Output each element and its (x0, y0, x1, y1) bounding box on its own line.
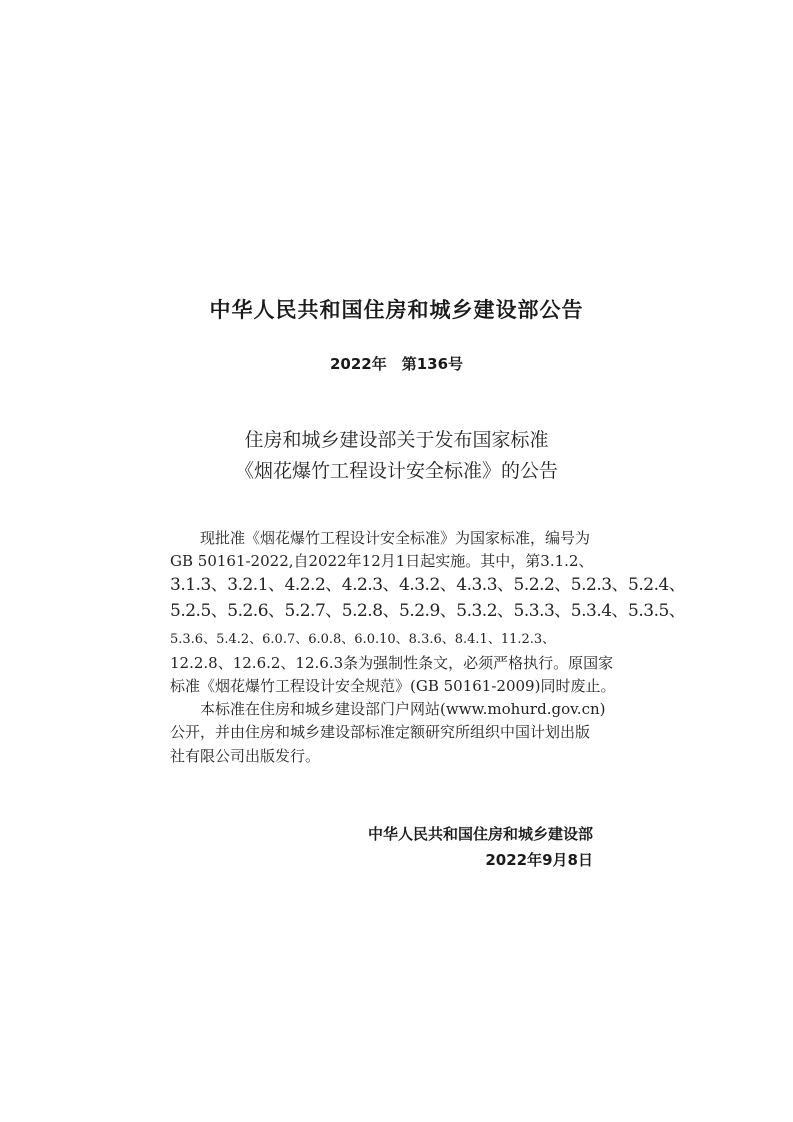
body-paragraph-line: 现批准《烟花爆竹工程设计安全标准》为国家标准，编号为 (170, 529, 591, 547)
announcement-title: 中华人民共和国住房和城乡建设部公告 (209, 298, 584, 322)
signing-date: 2022年9月8日 (485, 851, 593, 869)
body-paragraph-line: 本标准在住房和城乡建设部门户网站(www.mohurd.gov.cn) (170, 700, 606, 718)
body-paragraph-line: 社有限公司出版发行。 (170, 747, 321, 765)
signing-organization: 中华人民共和国住房和城乡建设部 (367, 825, 593, 843)
body-paragraph-line: 公开，并由住房和城乡建设部标准定额研究所组织中国计划出版 (170, 723, 591, 741)
notice-subtitle-line-2: 《烟花爆竹工程设计安全标准》的公告 (234, 460, 558, 482)
body-paragraph-line: 12.2.8、12.6.2、12.6.3条为强制性条文，必须严格执行。原国家 (170, 654, 614, 672)
body-paragraph-line: GB 50161-2022,自2022年12月1日起实施。其中，第3.1.2、 (170, 552, 594, 570)
body-paragraph-line: 5.2.5、5.2.6、5.2.7、5.2.8、5.2.9、5.3.2、5.3.3、5.3.4、5.3.5、 (170, 601, 686, 621)
notice-subtitle-line-1: 住房和城乡建设部关于发布国家标准 (244, 429, 549, 451)
issue-number: 2022年 第136号 (329, 355, 464, 373)
body-paragraph-line: 5.3.6、5.4.2、6.0.7、6.0.8、6.0.10、8.3.6、8.4.1、11.2.3、 (170, 632, 556, 647)
body-paragraph-line: 标准《烟花爆竹工程设计安全规范》(GB 50161-2009)同时废止。 (170, 677, 616, 695)
body-paragraph-line: 3.1.3、3.2.1、4.2.2、4.2.3、4.3.2、4.3.3、5.2.2、5.2.3、5.2.4、 (170, 575, 686, 595)
